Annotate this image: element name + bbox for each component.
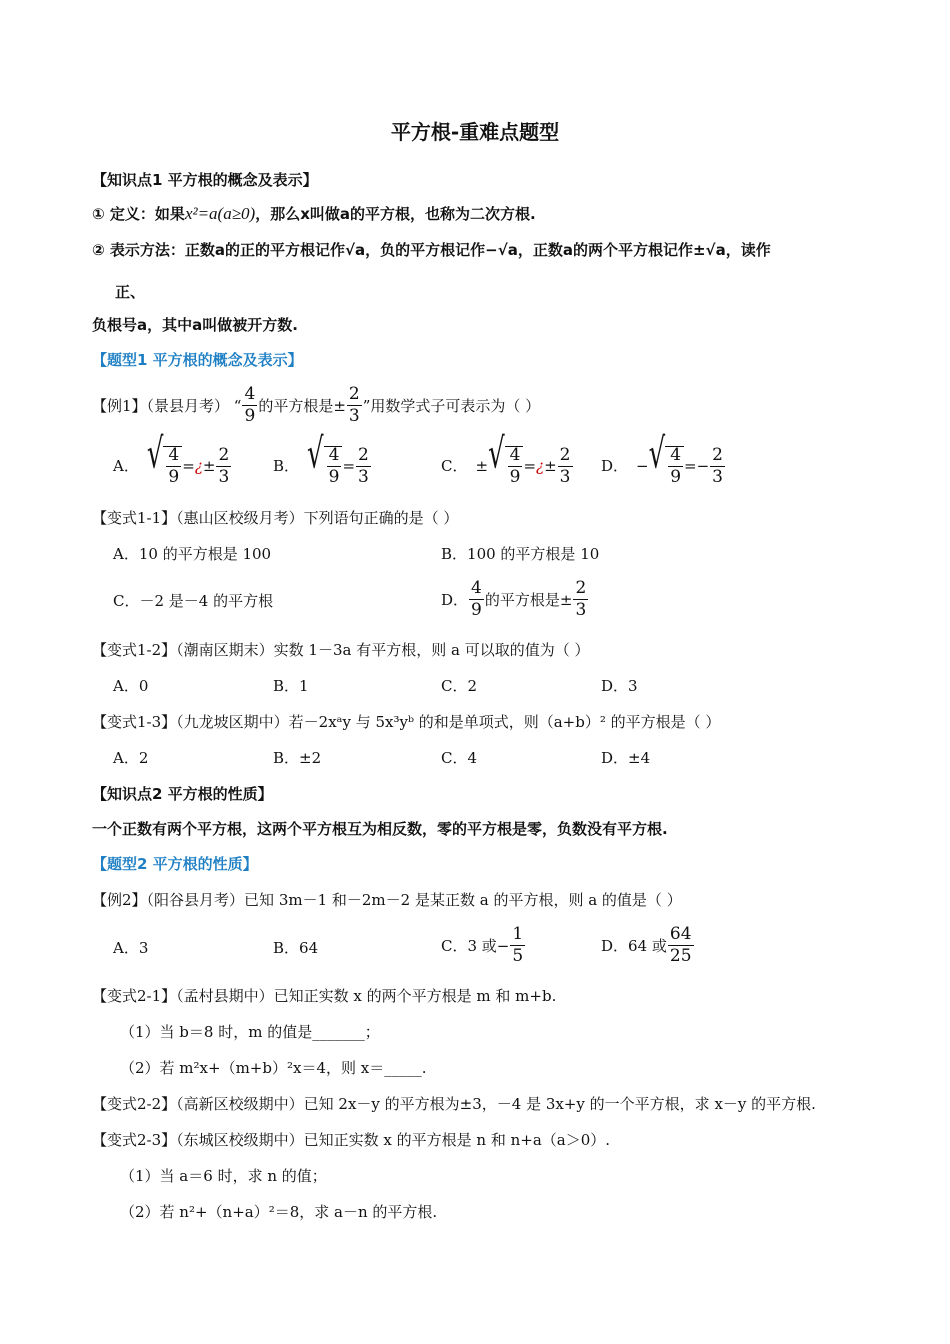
variant-1-3-option-a: A．2 [113,749,149,767]
example1-suffix: ”用数学式子可表示为（ ） [362,396,541,415]
radical-sign-icon: √ $\frac{4}{9}$ [488,446,523,486]
radicand-fraction: $\frac{4}{9}$ [509,445,521,487]
option-equals: = [523,457,537,475]
example1-option-a [113,430,232,487]
variant-1-3-option-c: C．4 [441,749,478,767]
variant-1-2-option-d: D．3 [601,677,638,695]
example2-option-c: C．3 或− $\frac{1}{5}$ [441,924,524,966]
radicand-fraction: $\frac{4}{9}$ [328,445,340,487]
type2-header: 【题型2 平方根的性质】 [92,855,258,873]
example1-option-b [273,430,372,487]
option-sign: ± [202,457,216,475]
option-equals: = [684,457,697,475]
kp1-representation-cont: 正、 [115,283,146,301]
option-mark: ¿ [536,457,545,475]
example1-stem [92,386,540,425]
variant-1-2-stem: 【变式1-2】（潮南区期末）实数 1－3a 有平方根，则 a 可以取的值为（ ） [92,641,590,659]
example2-stem: 【例2】（阳谷县月考）已知 3m－1 和－2m－2 是某正数 a 的平方根，则 a 的值是（ ） [92,891,682,909]
option-mark: ¿ [194,457,203,475]
option-result-fraction: $\frac{2}{3}$ [358,444,369,487]
variant-2-1-stem: 【变式2-1】（孟村县期中）已知正实数 x 的两个平方根是 m 和 m+b. [92,987,557,1005]
option-label: A． [113,457,139,475]
example2-option-d: D．64 或 $\frac{64}{25}$ [601,924,692,966]
kp1-def-equation: x²=a(a≥0) [184,204,256,223]
variant-1-1-option-a: A．10 的平方根是 100 [113,545,272,563]
kp1-definition [92,204,536,224]
variant-2-2-stem: 【变式2-2】（高新区校级期中）已知 2x－y 的平方根为±3，－4 是 3x+y 的一个平方根，求 x－y 的平方根. [92,1095,816,1113]
variant-1-1-stem: 【变式1-1】（惠山区校级月考）下列语句正确的是（ ） [92,509,459,527]
example1-prefix: 【例1】（景县月考） “ [92,396,242,415]
variant-1-1-option-b: B．100 的平方根是 10 [441,545,600,563]
variant-1-3-option-b: B．±2 [273,749,322,767]
radical-sign-icon: √ $\frac{4}{9}$ [307,446,342,486]
option-result-fraction: $\frac{2}{3}$ [712,444,723,487]
variant-2-3-q1: （1）当 a＝6 时，求 n 的值； [120,1167,327,1185]
kp2-header: 【知识点2 平方根的性质】 [92,785,273,803]
variant-1-3-stem: 【变式1-3】（九龙坡区期中）若－2xᵃy 与 5x³yᵇ 的和是单项式，则（a+b）² 的平方根是（ ） [92,713,721,731]
example1-mid: 的平方根是± [258,396,346,415]
option-result-fraction: $\frac{2}{3}$ [559,444,571,487]
variant-1-2-option-a: A．0 [113,677,149,695]
variant-2-3-q2: （2）若 n²+（n+a）²＝8，求 a－n 的平方根. [120,1203,438,1221]
variant-2-3-stem: 【变式2-3】（东城区校级期中）已知正实数 x 的平方根是 n 和 n+a（a＞0）. [92,1131,611,1149]
example2-option-b: B．64 [273,939,319,957]
variant-2-1-q2: （2）若 m²x+（m+b）²x＝4，则 x＝_____. [120,1059,427,1077]
example1-option-d [601,430,726,487]
option-label: B． [273,457,300,475]
radical-sign-icon: √ $\frac{4}{9}$ [147,446,182,486]
option-label: C． [441,457,468,475]
variant-2-1-q1: （1）当 b＝8 时，m 的值是_______； [120,1023,380,1041]
option-prefix-sign: ± [475,457,489,475]
example1-fraction-1: $\frac{4}{9}$ [244,384,256,426]
option-result-fraction: $\frac{2}{3}$ [218,444,230,487]
kp1-def-suffix: ，那么x叫做a的平方根，也称为二次方根. [255,205,536,223]
variant-1-2-option-b: B．1 [273,677,309,695]
option-label: D． [601,457,629,475]
variant-1-1-option-c: C．－2 是－4 的平方根 [113,592,274,610]
kp1-def-prefix: ① 定义：如果 [92,205,185,223]
option-prefix-sign: − [636,457,649,475]
kp1-representation-end: 负根号a，其中a叫做被开方数. [92,316,298,334]
page-title: 平方根-重难点题型 [390,120,560,144]
option-sign: − [696,457,710,475]
radicand-fraction: $\frac{4}{9}$ [168,445,180,487]
variant-1-2-option-c: C．2 [441,677,478,695]
option-equals: = [182,457,195,475]
kp1-header: 【知识点1 平方根的概念及表示】 [92,171,318,189]
variant-1-1-option-d: D． $\frac{4}{9}$ 的平方根是± $\frac{2}{3}$ [441,578,587,620]
variant-1-3-option-d: D．±4 [601,749,651,767]
kp1-representation: ② 表示方法：正数a的正的平方根记作√a，负的平方根记作−√a，正数a的两个平方根记作±√a，读作 [92,241,771,259]
option-equals: = [342,457,356,475]
example1-option-c [441,430,574,487]
option-sign: ± [544,457,557,475]
radicand-fraction: $\frac{4}{9}$ [670,445,682,487]
type1-header: 【题型1 平方根的概念及表示】 [92,351,303,369]
kp2-text: 一个正数有两个平方根，这两个平方根互为相反数，零的平方根是零，负数没有平方根. [92,820,668,838]
example2-option-a: A．3 [113,939,149,957]
example1-fraction-2: $\frac{2}{3}$ [348,384,360,426]
radical-sign-icon: √ $\frac{4}{9}$ [649,446,684,486]
